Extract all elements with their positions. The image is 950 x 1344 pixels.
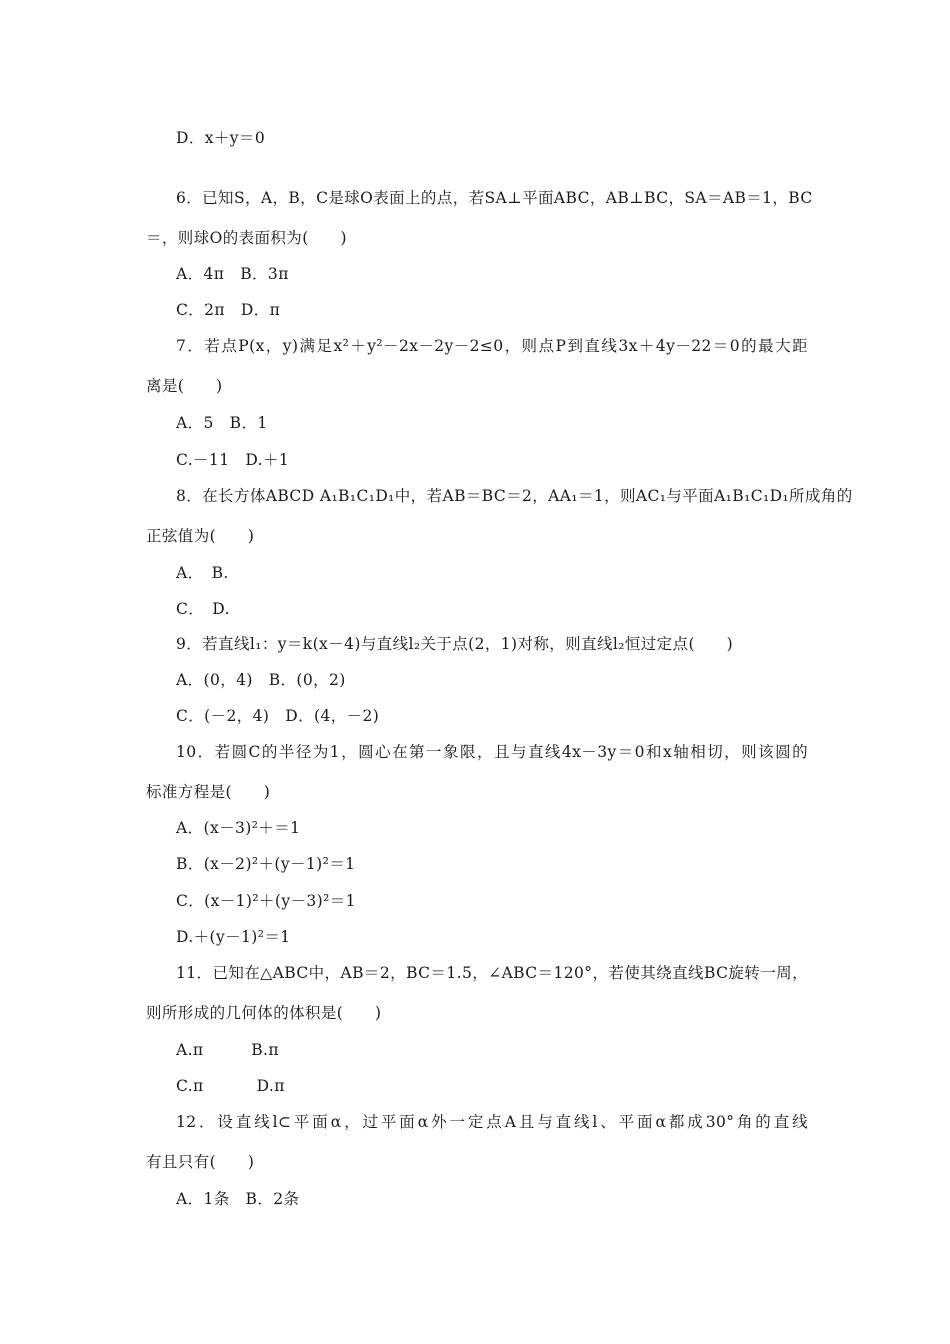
q12-stem-line2: 有且只有( ) [146, 1153, 255, 1171]
q7-options-cd: C.－11 D.＋1 [176, 451, 290, 469]
q7-stem-line1: 7．若点P(x，y)满足x²＋y²－2x－2y－2≤0，则点P到直线3x＋4y－22＝0的最大距 [176, 337, 808, 355]
q11-stem-line2: 则所形成的几何体的体积是( ) [146, 1004, 382, 1022]
q8-stem-line2: 正弦值为( ) [146, 527, 255, 545]
q6-stem-line2: ＝，则球O的表面积为( ) [146, 229, 347, 247]
q8-stem-line1: 8．在长方体ABCD A₁B₁C₁D₁中，若AB＝BC＝2，AA₁＝1，则AC₁与平面A₁B₁C₁D₁所成角的 [176, 487, 853, 505]
q5-option-d: D．x＋y＝0 [176, 129, 266, 147]
q8-options-ab: A． B. [176, 564, 229, 582]
q10-option-a: A．(x－3)²＋＝1 [176, 819, 301, 837]
q10-stem-line1: 10．若圆C的半径为1，圆心在第一象限，且与直线4x－3y＝0和x轴相切，则该圆的 [176, 743, 808, 761]
q10-option-d: D.＋(y－1)²＝1 [176, 928, 291, 946]
q11-options-ab: A.π B.π [176, 1041, 279, 1059]
q7-stem-line2: 离是( ) [146, 377, 223, 395]
q6-options-ab: A．4π B．3π [176, 265, 289, 283]
q8-options-cd: C． D. [176, 600, 230, 618]
q10-option-c: C．(x－1)²＋(y－3)²＝1 [176, 892, 356, 910]
q10-option-b: B．(x－2)²＋(y－1)²＝1 [176, 855, 356, 873]
q12-stem-line1: 12．设直线l⊂平面α，过平面α外一定点A且与直线l、平面α都成30°角的直线 [176, 1113, 808, 1131]
q10-stem-line2: 标准方程是( ) [146, 783, 271, 801]
q11-options-cd: C.π D.π [176, 1077, 285, 1095]
q11-stem-line1: 11．已知在△ABC中，AB＝2，BC＝1.5，∠ABC＝120°，若使其绕直线BC旋转一周， [176, 964, 808, 982]
q9-options-cd: C．(－2，4) D．(4，－2) [176, 707, 380, 725]
q6-options-cd: C．2π D．π [176, 301, 281, 319]
q12-options-ab: A．1条 B．2条 [176, 1190, 300, 1208]
q9-stem: 9．若直线l₁：y＝k(x－4)与直线l₂关于点(2，1)对称，则直线l₂恒过定点( ) [176, 635, 734, 653]
q9-options-ab: A．(0，4) B．(0，2) [176, 671, 346, 689]
q6-stem-line1: 6．已知S，A，B，C是球O表面上的点，若SA⊥平面ABC，AB⊥BC，SA＝AB＝1，BC [176, 189, 813, 207]
q7-options-ab: A．5 B．1 [176, 414, 268, 432]
